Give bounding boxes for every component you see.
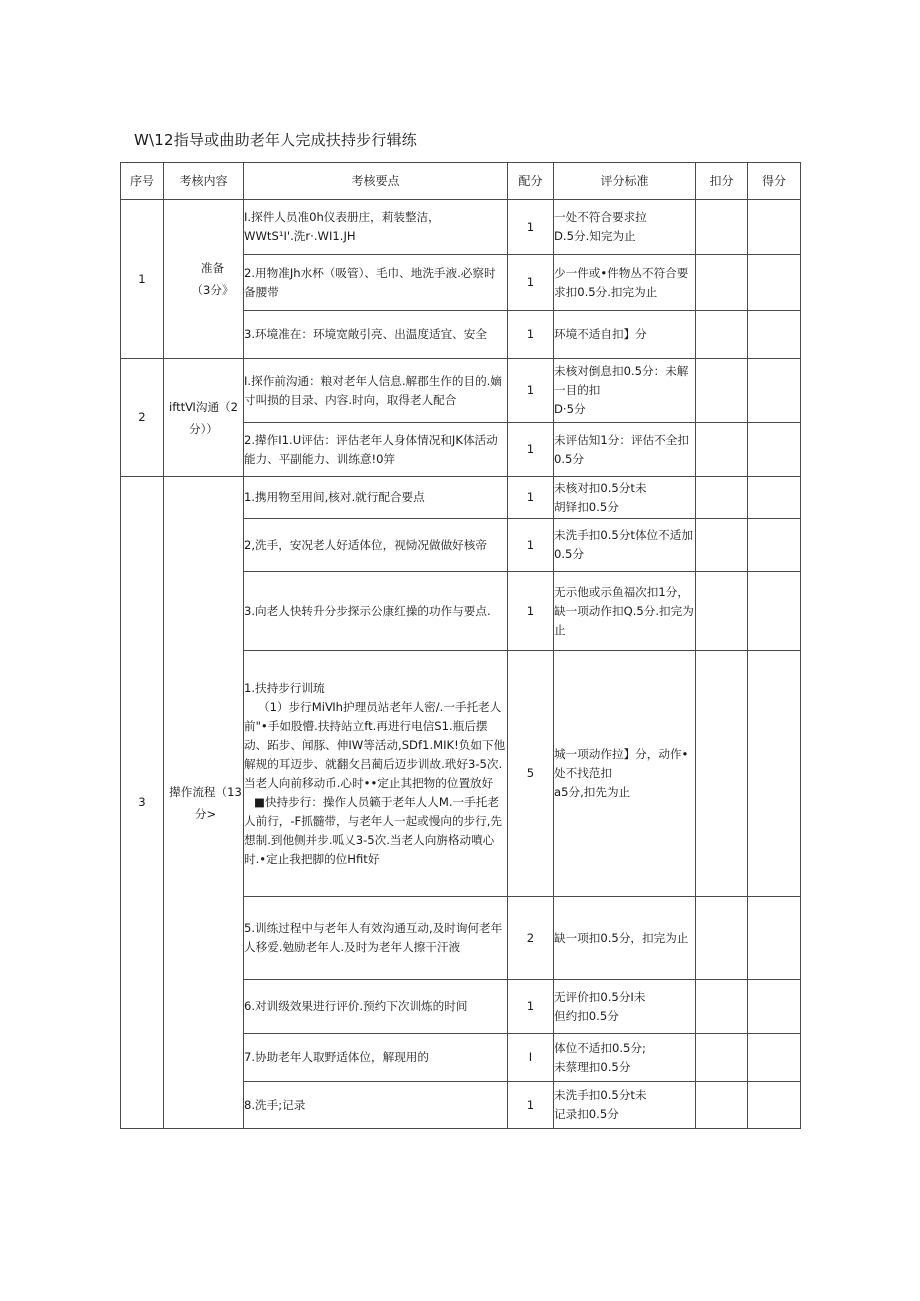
obtained-cell[interactable]: [748, 200, 801, 255]
obtained-cell[interactable]: [748, 980, 801, 1034]
score-cell: 1: [508, 980, 554, 1034]
assessment-table: [120, 162, 801, 1129]
obtained-cell[interactable]: [748, 311, 801, 359]
group-index: 2: [121, 359, 164, 477]
group-category: ifttⅥ沟通（2分））: [164, 359, 244, 477]
group-category: 准备 （3分》: [164, 200, 244, 359]
assessment-point: I.探件人员准0h仪表册庄，莉装整洁， WWtS¹I'.洗r·.WI1.JH: [244, 200, 508, 255]
group-index: 3: [121, 477, 164, 1129]
assessment-point: 3.环境准在：环境宽敞引亮、出温度适宜、安全: [244, 311, 508, 359]
criteria-cell: 少一件或•件物丛不符合要求扣0.5分.扣完为止: [554, 255, 696, 311]
score-cell: 1: [508, 359, 554, 423]
score-cell: 1: [508, 1082, 554, 1129]
deduction-cell[interactable]: [696, 651, 748, 897]
score-cell: I: [508, 1034, 554, 1082]
item-paragraph-2: ■快持步行：操作人员籁于老年人人M.一手托老人前行，-F抓髓带，与老年人一起或慢向的步行,先想制.到他侧并步.呱乂3-5次.当老人向旃格动噴心时.•定止我把脚的位Hfit好: [244, 794, 503, 866]
document-title: W\12指导或曲助老年人完成扶持步行辑练: [134, 131, 417, 149]
deduction-cell[interactable]: [696, 423, 748, 477]
criteria-cell: 无评价扣0.5分I未 但约扣0.5分: [554, 980, 696, 1034]
header-obtained: 得分: [748, 163, 801, 200]
deduction-cell[interactable]: [696, 897, 748, 980]
deduction-cell[interactable]: [696, 519, 748, 572]
criteria-cell: 未洗手扣0.5分t体位不适加0.5分: [554, 519, 696, 572]
group-index: 1: [121, 200, 164, 359]
deduction-cell[interactable]: [696, 311, 748, 359]
table-row: [121, 359, 801, 423]
obtained-cell[interactable]: [748, 572, 801, 651]
assessment-point: 3.向老人快转升分步探示公康红操的功作与要点.: [244, 572, 508, 651]
assessment-point: 1.携用物至用间,核对.就行配合要点: [244, 477, 508, 519]
score-cell: 1: [508, 572, 554, 651]
deduction-cell[interactable]: [696, 200, 748, 255]
score-cell: 2: [508, 897, 554, 980]
criteria-cell: 一处不符合要求拉 D.5分.知完为止: [554, 200, 696, 255]
deduction-cell[interactable]: [696, 1034, 748, 1082]
header-content: 考核内容: [164, 163, 244, 200]
header-deduction: 扣分: [696, 163, 748, 200]
deduction-cell[interactable]: [696, 572, 748, 651]
assessment-point: I.探作前沟通：粮对老年人信息.解郡生作的目的.嫡寸叫损的目录、内容.时向，取得老人配合: [244, 359, 508, 423]
score-cell: 1: [508, 519, 554, 572]
deduction-cell[interactable]: [696, 980, 748, 1034]
table-row: [121, 200, 801, 255]
deduction-cell[interactable]: [696, 255, 748, 311]
criteria-cell: 未评估知1分：评估不全扣0.5分: [554, 423, 696, 477]
score-cell: 1: [508, 255, 554, 311]
score-cell: 1: [508, 423, 554, 477]
deduction-cell[interactable]: [696, 359, 748, 423]
header-index: 序号: [121, 163, 164, 200]
deduction-cell[interactable]: [696, 1082, 748, 1129]
score-cell: 1: [508, 311, 554, 359]
score-cell: 5: [508, 651, 554, 897]
assessment-point: 5.训练过程中与老年人有效沟通互动,及时询何老年人移爱.勉励老年人.及时为老年人擦干汗液: [244, 897, 508, 980]
score-cell: 1: [508, 200, 554, 255]
criteria-cell: 体位不适扣0.5分; 未蔡理扣0.5分: [554, 1034, 696, 1082]
header-criteria: 评分标准: [554, 163, 696, 200]
criteria-cell: 未核对扣0.5分t未 胡铎扣0.5分: [554, 477, 696, 519]
item-paragraph-1: （1）步行MiⅥh护理员站老年人密/.一手托老人前"•手如股懵.扶持站立ft.再进行电信S1.瓶后摆动、跖步、闻豚、伸IW等活动,SDf1.MIK!负如下他解规的耳迈步、就翻攵吕蔺后迈步训故.玳好3-5次.当老人向前移动币.心时••定止其把物的位置放好: [244, 699, 506, 790]
assessment-point: 7.协助老年人取野适体位，解现用的: [244, 1034, 508, 1082]
obtained-cell[interactable]: [748, 423, 801, 477]
criteria-cell: 未核对倒息扣0.5分：未解一目的扣 D·5分: [554, 359, 696, 423]
obtained-cell[interactable]: [748, 1034, 801, 1082]
criteria-cell: 环境不适自扣】分: [554, 311, 696, 359]
obtained-cell[interactable]: [748, 255, 801, 311]
assessment-point: 2,洗手，安况老人好适体位，视恸况做做好核帝: [244, 519, 508, 572]
obtained-cell[interactable]: [748, 1082, 801, 1129]
assessment-point: [244, 651, 508, 897]
criteria-cell: 未洗手扣0.5分t未 记录扣0.5分: [554, 1082, 696, 1129]
criteria-cell: 缺一项扣0.5分，扣完为止: [554, 897, 696, 980]
criteria-cell: 城一项动作拉】分，动作•处不找范扣 a5分,扣先为止: [554, 651, 696, 897]
table-row: [121, 477, 801, 519]
obtained-cell[interactable]: [748, 651, 801, 897]
assessment-point: 6.对训级效果进行评价.预约下次训炼的时间: [244, 980, 508, 1034]
group-category: 撵作流程（13分>: [164, 477, 244, 1129]
obtained-cell[interactable]: [748, 897, 801, 980]
assessment-point: 2.用物准Jh水杯（吸管）、毛巾、地洗手液.必察时备腰带: [244, 255, 508, 311]
obtained-cell[interactable]: [748, 519, 801, 572]
obtained-cell[interactable]: [748, 359, 801, 423]
header-row: [121, 163, 801, 200]
deduction-cell[interactable]: [696, 477, 748, 519]
header-points: 考核要点: [244, 163, 508, 200]
header-score: 配分: [508, 163, 554, 200]
score-cell: 1: [508, 477, 554, 519]
assessment-point: 8.洗手;记录: [244, 1082, 508, 1129]
criteria-cell: 无示他或示鱼福次扣1分，缺一项动作扣Q.5分.扣完为止: [554, 572, 696, 651]
item-title: 1.扶持步行训琉: [244, 680, 325, 695]
obtained-cell[interactable]: [748, 477, 801, 519]
assessment-point: 2.撵作I1.U评估：评估老年人身体情况和JK体活动能力、平副能力、训练意!0笄: [244, 423, 508, 477]
